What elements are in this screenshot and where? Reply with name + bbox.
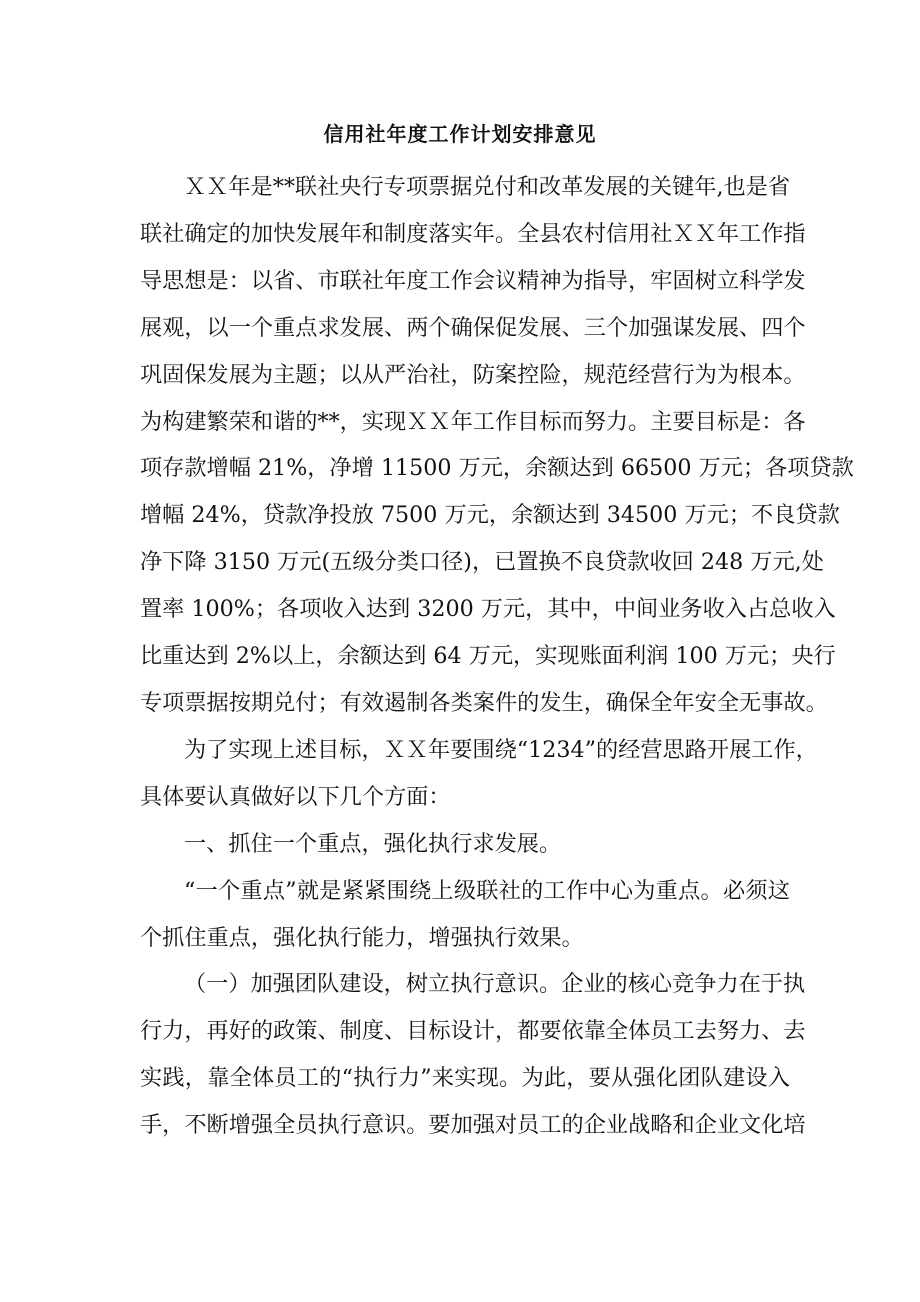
paragraph-1 (140, 164, 854, 727)
text-line: “一个重点”就是紧紧围绕上级联社的工作中心为重点。必须这 (184, 877, 790, 904)
text-line: 手，不断增强全员执行意识。要加强对员工的企业战略和企业文化培 (140, 1112, 806, 1139)
paragraph-4 (140, 868, 790, 962)
section-heading-1 (140, 821, 790, 868)
text-line: 行力，再好的政策、制度、目标设计，都要依靠全体员工去努力、去 (140, 1018, 806, 1045)
paragraph-5 (140, 961, 806, 1149)
text-line: 置率 100%；各项收入达到 3200 万元，其中，中间业务收入占总收入 (140, 596, 836, 623)
text-line: 一、抓住一个重点，强化执行求发展。 (184, 830, 562, 857)
paragraph-2 (140, 727, 818, 821)
text-line: 增幅 24%，贷款净投放 7500 万元，余额达到 34500 万元；不良贷款 (140, 502, 840, 529)
text-line: 导思想是：以省、市联社年度工作会议精神为指导，牢固树立科学发 (140, 267, 806, 294)
text-line: 专项票据按期兑付；有效遏制各类案件的发生，确保全年安全无事故。 (140, 689, 828, 716)
text-line: 巩固保发展为主题；以从严治社，防案控险，规范经营行为为根本。 (140, 361, 806, 388)
text-line: 具体要认真做好以下几个方面： (140, 783, 451, 810)
document-title: 信用社年度工作计划安排意见 (323, 122, 597, 146)
text-line: 比重达到 2%以上，余额达到 64 万元，实现账面利润 100 万元；央行 (140, 643, 836, 670)
text-line: 联社确定的加快发展年和制度落实年。全县农村信用社ＸＸ年工作指 (140, 220, 806, 247)
text-line: 为构建繁荣和谐的**，实现ＸＸ年工作目标而努力。主要目标是：各 (140, 408, 806, 435)
text-line: 实践，靠全体员工的“执行力”来实现。为此，要从强化团队建设入 (140, 1065, 790, 1092)
text-line: 净下降 3150 万元(五级分类口径)，已置换不良贷款收回 248 万元,处 (140, 549, 824, 576)
text-line: 项存款增幅 21%，净增 11500 万元，余额达到 66500 万元；各项贷款 (140, 455, 854, 482)
text-line: 为了实现上述目标，ＸＸ年要围绕“1234”的经营思路开展工作， (184, 736, 818, 763)
document-body (140, 164, 854, 1149)
text-line: （一）加强团队建设，树立执行意识。企业的核心竞争力在于执 (184, 971, 806, 998)
text-line: ＸＸ年是**联社央行专项票据兑付和改革发展的关键年,也是省 (184, 174, 791, 200)
text-line: 个抓住重点，强化执行能力，增强执行效果。 (140, 924, 584, 951)
text-line: 展观，以一个重点求发展、两个确保促发展、三个加强谋发展、四个 (140, 314, 806, 341)
